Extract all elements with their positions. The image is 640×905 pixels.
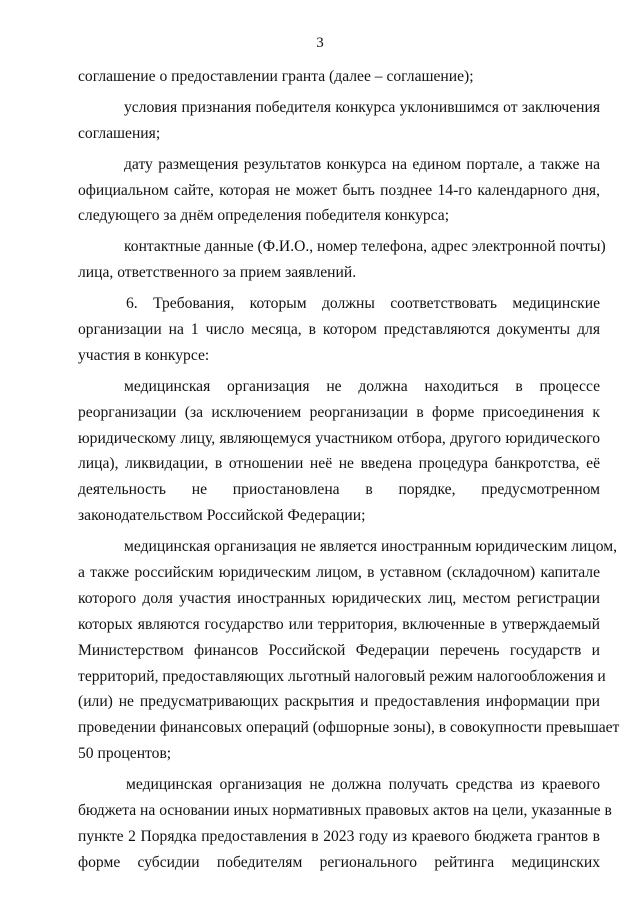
text-line: территорий, предоставляющих льготный налоговый режим налогообложения и: [78, 667, 606, 685]
text-line: организации на 1 число месяца, в котором представляются документы для: [78, 321, 600, 339]
text-line: которого доля участия иностранных юридических лиц, местом регистрации: [78, 589, 600, 607]
text-line: а также российским юридическим лицом, в уставном (складочном) капитале: [78, 564, 600, 582]
text-line: законодательством Российской Федерации;: [78, 507, 366, 525]
text-line: соглашение о предоставлении гранта (далее – соглашение);: [78, 68, 474, 85]
text-line: бюджета на основании иных нормативных правовых актов на цели, указанные в: [78, 802, 612, 820]
text-line: медицинская организация не является иностранным юридическим лицом,: [124, 538, 617, 556]
text-line: контактные данные (Ф.И.О., номер телефона, адрес электронной почты): [124, 238, 606, 256]
text-line: лица), ликвидации, в отношении неё не введена процедура банкротства, её: [78, 455, 600, 473]
text-line: участия в конкурсе:: [78, 346, 210, 364]
text-line: дату размещения результатов конкурса на едином портале, а также на: [124, 155, 600, 173]
text-line: соглашения;: [78, 124, 161, 142]
text-line: следующего за днём определения победителя конкурса;: [78, 207, 450, 225]
text-line: лица, ответственного за прием заявлений.: [78, 264, 357, 282]
text-line: (или) не предусматривающих раскрытия и предоставления информации при: [78, 693, 600, 711]
text-line: официальном сайте, которая не может быть позднее 14-го календарного дня,: [78, 181, 600, 199]
text-line: форме субсидии победителям регионального рейтинга медицинских: [78, 853, 600, 871]
text-line: 6. Требования, которым должны соответствовать медицинские: [126, 295, 600, 313]
text-line: медицинская организация не должна находиться в процессе: [124, 377, 600, 395]
text-line: Министерством финансов Российской Федерации перечень государств и: [78, 641, 600, 659]
text-line: реорганизации (за исключением реорганизации в форме присоединения к: [78, 403, 600, 421]
text-line: пункте 2 Порядка предоставления в 2023 году из краевого бюджета грантов в: [78, 827, 600, 845]
text-line: юридическому лицу, являющемуся участником отбора, другого юридического: [78, 429, 600, 447]
text-line: деятельность не приостановлена в порядке, предусмотренном: [78, 481, 600, 499]
text-line: условия признания победителя конкурса уклонившимся от заключения: [124, 98, 600, 116]
text-line: медицинская организация не должна получать средства из краевого: [126, 776, 600, 794]
page-number: 3: [316, 35, 324, 51]
document-body: [78, 64, 620, 876]
text-line: которых являются государство или территория, включенные в утверждаемый: [78, 615, 600, 633]
text-line: 50 процентов;: [78, 745, 172, 763]
text-line: проведении финансовых операций (офшорные зоны), в совокупности превышает: [78, 719, 620, 737]
